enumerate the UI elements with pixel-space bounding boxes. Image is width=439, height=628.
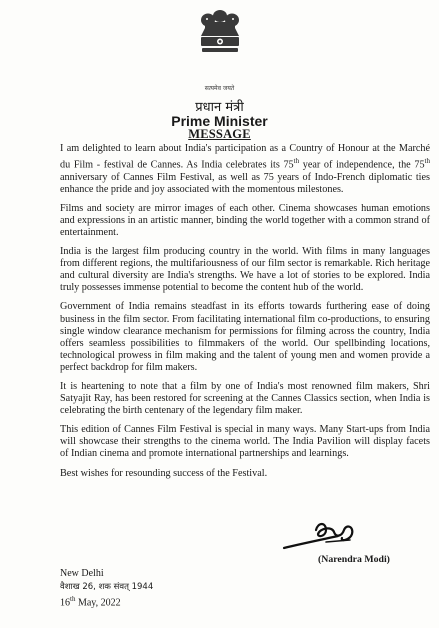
signer-name: (Narendra Modi)	[318, 554, 390, 565]
place-date-block	[60, 568, 153, 610]
paragraph-5: It is heartening to note that a film by one of India's most renowned film makers, Shri Satyajit Ray, has been restored for screening at the Cannes Classics section, when India is celebrating the birth centenary of the legendary film maker.	[60, 380, 430, 417]
place: New Delhi	[60, 568, 104, 579]
date-hindi: वैशाख 26, शक संवत् 1944	[60, 581, 154, 592]
paragraph-1: I am delighted to learn about India's participation as a Country of Honour at the Marché du Film - festival de Cannes. As India celebrates its 75th year of independence, the 75th anniversary of Cannes Film Festival, as well as 75 years of Indo-French diplomatic ties enhance the pride and joy associated with the momentous milestones.	[60, 143, 430, 195]
message-heading: MESSAGE	[188, 127, 251, 141]
paragraph-2: Films and society are mirror images of each other. Cinema showcases human emotions and expressions in an artistic manner, binding the world together with a common strand of entertainment.	[60, 202, 430, 238]
paragraph-3: India is the largest film producing country in the world. With films in many languages from different regions, the multifariousness of our film sector is remarkable. Rich heritage and cultural diversity are India's strengths. We have a lot of stories to be explored. India truly possesses immense potential to become the content hub of the world.	[60, 246, 430, 294]
title-hindi: प्रधान मंत्री	[195, 100, 244, 115]
signature-image	[282, 512, 358, 554]
paragraph-4: Government of India remains steadfast in its efforts towards furthering ease of doing business in the film sector. From facilitating international film co-productions, to ensuring single window clearance mechanism for permissions for filming across the country, India offers seamless possibilities to filmmakers of the world. Our spellbinding locations, technological prowess in film making and the talent of young men and women provide a perfect backdrop for film makers.	[60, 301, 430, 373]
date-english: 16th May, 2022	[60, 595, 121, 609]
paragraph-7: Best wishes for resounding success of the Festival.	[60, 467, 268, 479]
national-emblem-icon	[195, 6, 245, 68]
paragraph-6: This edition of Cannes Film Festival is special in many ways. Many Start-ups from India will showcase their strengths to the cinema world. The India Pavilion will display facets of Indian cinema and promote international partnerships and learnings.	[60, 424, 430, 460]
emblem-motto: सत्यमेव जयते	[204, 85, 235, 92]
title-english: Prime Minister	[171, 113, 268, 129]
message-body	[60, 143, 430, 487]
